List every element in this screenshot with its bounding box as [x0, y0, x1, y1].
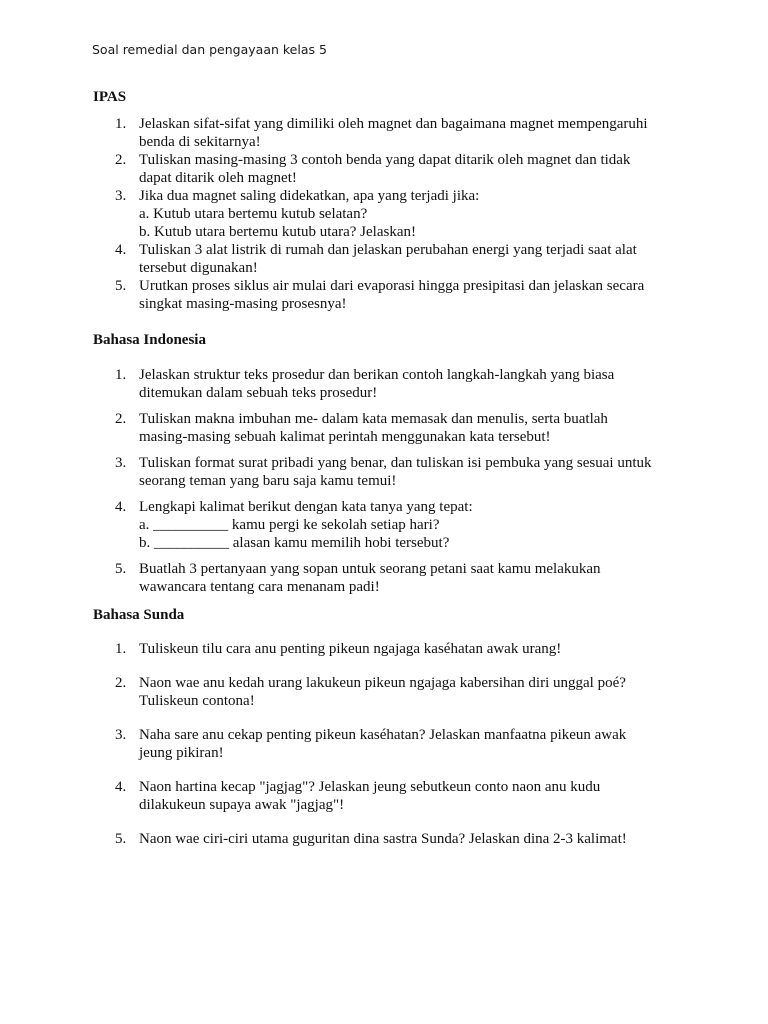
section-title-bahasa-indonesia: Bahasa Indonesia	[93, 332, 206, 348]
question-text-line: Naha sare anu cekap penting pikeun kaséhatan? Jelaskan manfaatna pikeun awak	[139, 727, 627, 743]
question-text-line: wawancara tentang cara menanam padi!	[139, 579, 380, 595]
question-item	[0, 778, 768, 814]
question-text-line: Tuliskeun contona!	[139, 693, 255, 709]
question-number: 4.	[115, 499, 127, 515]
question-text-line: Tuliskan 3 alat listrik di rumah dan jelaskan perubahan energi yang terjadi saat alat	[139, 242, 637, 258]
question-text-line: Lengkapi kalimat berikut dengan kata tanya yang tepat:	[139, 499, 473, 515]
question-text-line: singkat masing-masing prosesnya!	[139, 296, 347, 312]
question-item	[0, 640, 768, 658]
question-item	[0, 151, 768, 187]
question-text-line: jeung pikiran!	[139, 745, 224, 761]
question-text-line: Tuliskan masing-masing 3 contoh benda yang dapat ditarik oleh magnet dan tidak	[139, 152, 631, 168]
question-text-line: dapat ditarik oleh magnet!	[139, 170, 297, 186]
question-text-line: Tuliskan makna imbuhan me- dalam kata memasak dan menulis, serta buatlah	[139, 411, 608, 427]
question-text-line: benda di sekitarnya!	[139, 134, 261, 150]
question-item	[0, 498, 768, 552]
question-item	[0, 277, 768, 313]
question-item	[0, 726, 768, 762]
question-subitem: a. Kutub utara bertemu kutub selatan?	[139, 206, 368, 222]
question-list-ipas	[0, 115, 768, 313]
question-text-line: Urutkan proses siklus air mulai dari evaporasi hingga presipitasi dan jelaskan secara	[139, 278, 645, 294]
question-item	[0, 187, 768, 241]
question-text-line: ditemukan dalam sebuah teks prosedur!	[139, 385, 378, 401]
question-number: 1.	[115, 116, 127, 132]
question-text-line: Jika dua magnet saling didekatkan, apa yang terjadi jika:	[139, 188, 480, 204]
question-text-line: dilakukeun supaya awak "jagjag"!	[139, 797, 345, 813]
question-number: 2.	[115, 152, 127, 168]
question-text-line: Naon wae anu kedah urang lakukeun pikeun ngajaga kabersihan diri unggal poé?	[139, 675, 626, 691]
question-item	[0, 366, 768, 402]
section-title-ipas: IPAS	[93, 89, 127, 105]
question-number: 5.	[115, 561, 127, 577]
question-number: 1.	[115, 367, 127, 383]
question-number: 1.	[115, 641, 127, 657]
question-subitem: a. __________ kamu pergi ke sekolah setiap hari?	[139, 517, 440, 533]
question-item	[0, 410, 768, 446]
question-item	[0, 830, 768, 848]
question-list-bahasa-sunda	[0, 640, 768, 864]
question-text-line: Naon wae ciri-ciri utama guguritan dina sastra Sunda? Jelaskan dina 2-3 kalimat!	[139, 831, 627, 847]
question-text-line: Jelaskan sifat-sifat yang dimiliki oleh magnet dan bagaimana magnet mempengaruhi	[139, 116, 648, 132]
question-text-line: Buatlah 3 pertanyaan yang sopan untuk seorang petani saat kamu melakukan	[139, 561, 601, 577]
question-number: 3.	[115, 455, 127, 471]
question-text-line: tersebut digunakan!	[139, 260, 258, 276]
question-number: 3.	[115, 188, 127, 204]
question-item	[0, 674, 768, 710]
question-number: 5.	[115, 831, 127, 847]
running-header: Soal remedial dan pengayaan kelas 5	[92, 42, 327, 57]
question-text-line: masing-masing sebuah kalimat perintah menggunakan kata tersebut!	[139, 429, 551, 445]
question-text-line: Tuliskan format surat pribadi yang benar, dan tuliskan isi pembuka yang sesuai untuk	[139, 455, 652, 471]
question-text-line: seorang teman yang baru saja kamu temui!	[139, 473, 397, 489]
question-item	[0, 560, 768, 596]
question-number: 4.	[115, 242, 127, 258]
question-text-line: Naon hartina kecap "jagjag"? Jelaskan jeung sebutkeun conto naon anu kudu	[139, 779, 601, 795]
question-subitem: b. __________ alasan kamu memilih hobi tersebut?	[139, 535, 450, 551]
question-number: 2.	[115, 675, 127, 691]
question-text-line: Jelaskan struktur teks prosedur dan berikan contoh langkah-langkah yang biasa	[139, 367, 615, 383]
question-item	[0, 241, 768, 277]
question-item	[0, 115, 768, 151]
question-list-bahasa-indonesia	[0, 366, 768, 604]
question-number: 4.	[115, 779, 127, 795]
section-title-bahasa-sunda: Bahasa Sunda	[93, 607, 185, 623]
question-item	[0, 454, 768, 490]
question-number: 2.	[115, 411, 127, 427]
question-text-line: Tuliskeun tilu cara anu penting pikeun ngajaga kaséhatan awak urang!	[139, 641, 562, 657]
question-number: 3.	[115, 727, 127, 743]
question-number: 5.	[115, 278, 127, 294]
question-subitem: b. Kutub utara bertemu kutub utara? Jelaskan!	[139, 224, 416, 240]
